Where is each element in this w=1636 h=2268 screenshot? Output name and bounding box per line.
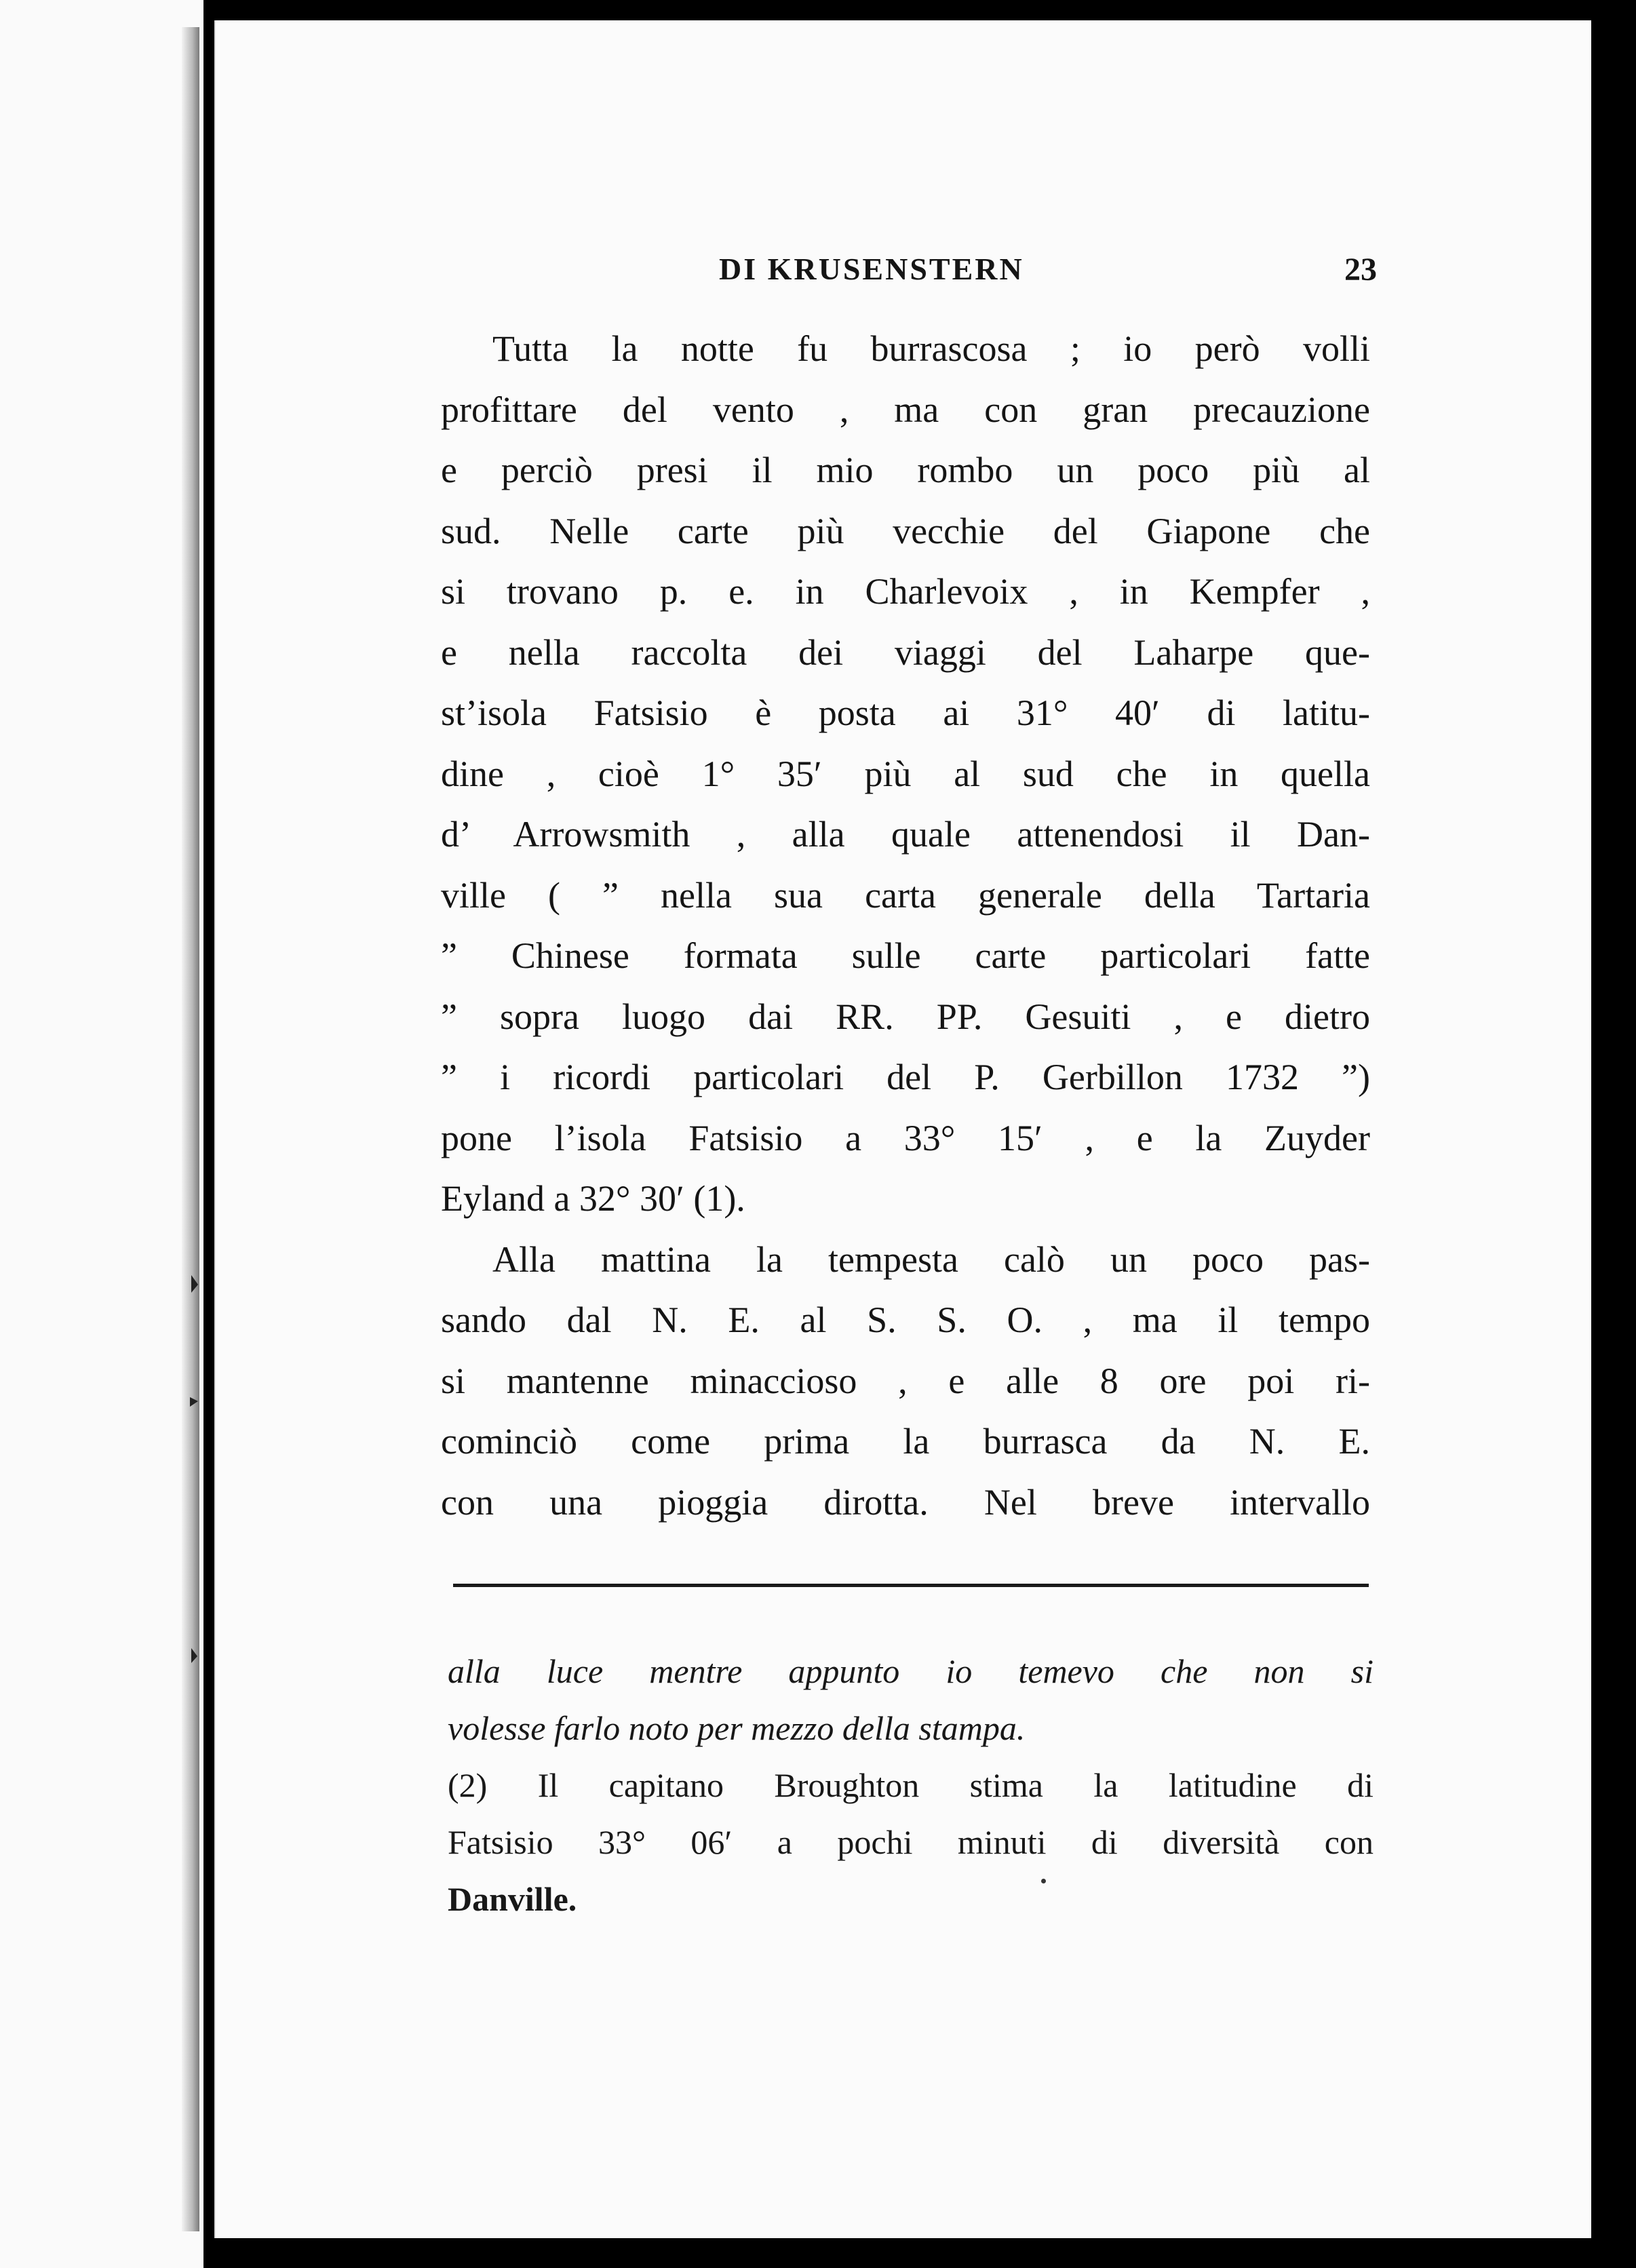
text-line: si trovano p. e. in Charlevoix , in Kempfer ,	[441, 571, 1370, 612]
footnote-line: (2) Il capitano Broughton stima la latitudine di	[448, 1766, 1374, 1804]
text-line: ” Chinese formata sulle carte particolari fatte	[441, 935, 1370, 976]
footnote-rule	[453, 1584, 1369, 1587]
page-header	[502, 251, 1390, 298]
text-line: ville ( ” nella sua carta generale della Tartaria	[441, 874, 1370, 916]
running-head: DI KRUSENSTERN	[719, 252, 1024, 286]
main-text	[441, 319, 1370, 1533]
footnote-line: alla luce mentre appunto io temevo che non si	[448, 1652, 1374, 1690]
footnote-line: Fatsisio 33° 06′ a pochi minuti di diversità con	[448, 1823, 1374, 1861]
text-line: ” sopra luogo dai RR. PP. Gesuiti , e dietro	[441, 996, 1370, 1037]
text-line: dine , cioè 1° 35′ più al sud che in quella	[441, 753, 1370, 794]
ink-speck	[1041, 1879, 1046, 1883]
text-line: ” i ricordi particolari del P. Gerbillon 1732 ”)	[441, 1057, 1370, 1097]
footnotes	[448, 1643, 1374, 1928]
text-line: st’isola Fatsisio è posta ai 31° 40′ di latitu-	[441, 692, 1370, 733]
text-line: Eyland a 32° 30′ (1).	[441, 1178, 745, 1219]
text-line: cominciò come prima la burrasca da N. E.	[441, 1421, 1370, 1462]
text-line: e nella raccolta dei viaggi del Laharpe que-	[441, 631, 1370, 673]
text-line: d’ Arrowsmith , alla quale attenendosi il Dan-	[441, 814, 1370, 855]
text-line: sud. Nelle carte più vecchie del Giapone che	[441, 510, 1370, 551]
text-line: profittare del vento , ma con gran precauzione	[441, 389, 1370, 430]
text-line: Tutta la notte fu burrascosa ; io però volli	[492, 328, 1370, 369]
page-number: 23	[1344, 252, 1377, 288]
text-line: sando dal N. E. al S. S. O. , ma il tempo	[441, 1299, 1370, 1340]
text-line: pone l’isola Fatsisio a 33° 15′ , e la Zuyder	[441, 1117, 1370, 1158]
text-line: e perciò presi il mio rombo un poco più al	[441, 450, 1370, 490]
text-line: si mantenne minaccioso , e alle 8 ore poi ri-	[441, 1360, 1370, 1401]
footnote-line: Danville.	[448, 1880, 577, 1918]
footnote-line: volesse farlo noto per mezzo della stampa.	[448, 1709, 1026, 1747]
text-line: Alla mattina la tempesta calò un poco pas-	[492, 1238, 1370, 1280]
page-edge-marks	[0, 0, 203, 2268]
text-line: con una pioggia dirotta. Nel breve intervallo	[441, 1481, 1370, 1523]
